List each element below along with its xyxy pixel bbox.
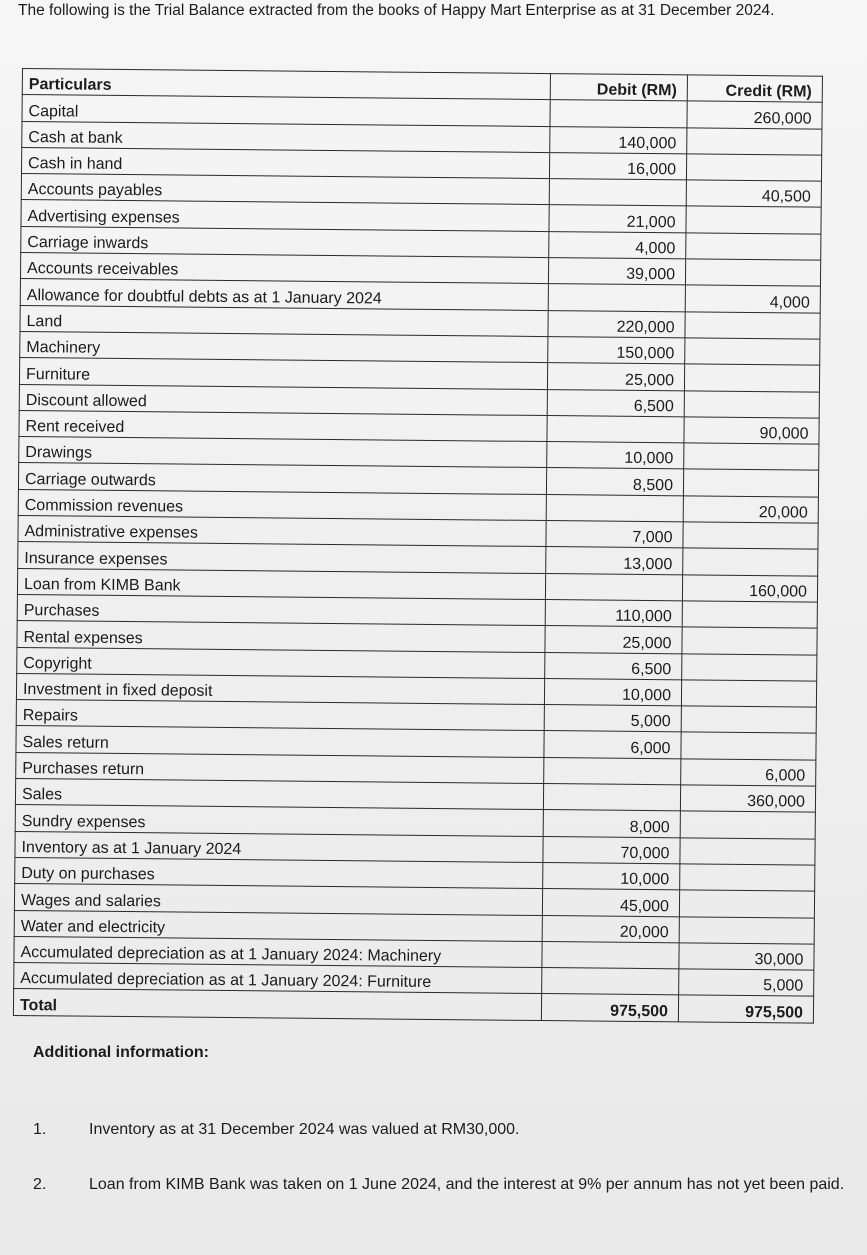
cell-debit: 39,000 bbox=[548, 258, 685, 286]
note-number: 2. bbox=[33, 1176, 47, 1193]
cell-particular: Advertising expenses bbox=[21, 200, 549, 231]
cell-debit bbox=[543, 784, 680, 812]
cell-particular: Duty on purchases bbox=[15, 857, 543, 888]
cell-debit bbox=[550, 100, 687, 128]
cell-credit bbox=[682, 601, 817, 629]
cell-debit: 10,000 bbox=[544, 678, 681, 706]
cell-debit: 150,000 bbox=[548, 337, 685, 365]
cell-debit: 13,000 bbox=[546, 547, 683, 575]
cell-debit bbox=[549, 179, 686, 207]
cell-credit bbox=[680, 811, 815, 839]
cell-particular: Rental expenses bbox=[17, 621, 545, 652]
cell-particular: Purchases bbox=[17, 594, 545, 625]
cell-debit: 20,000 bbox=[542, 915, 679, 943]
cell-debit: 220,000 bbox=[548, 310, 685, 338]
cell-debit: 21,000 bbox=[549, 205, 686, 233]
cell-credit bbox=[679, 916, 814, 944]
cell-particular: Discount allowed bbox=[19, 384, 547, 415]
cell-credit bbox=[684, 443, 819, 471]
note-number: 1. bbox=[33, 1121, 47, 1138]
intro-text: The following is the Trial Balance extracted from the books of Happy Mart Enterprise as at 31 December 2024. bbox=[18, 2, 775, 19]
cell-debit: 4,000 bbox=[549, 231, 686, 259]
cell-credit: 360,000 bbox=[680, 785, 815, 813]
cell-particular: Purchases return bbox=[16, 752, 544, 783]
cell-debit bbox=[548, 284, 685, 312]
cell-debit bbox=[542, 941, 679, 969]
cell-credit bbox=[679, 890, 814, 918]
cell-particular: Commission revenues bbox=[18, 489, 546, 520]
cell-debit: 7,000 bbox=[546, 521, 683, 549]
cell-debit: 6,000 bbox=[544, 731, 681, 759]
cell-particular: Cash in hand bbox=[21, 147, 549, 178]
cell-debit bbox=[542, 968, 679, 996]
cell-particular: Accumulated depreciation as at 1 January 2024: Machinery bbox=[14, 936, 542, 967]
cell-credit bbox=[680, 837, 815, 865]
cell-debit: 25,000 bbox=[545, 626, 682, 654]
trial-balance-table-wrapper bbox=[13, 68, 842, 1024]
cell-credit bbox=[683, 469, 818, 497]
cell-credit: 160,000 bbox=[682, 575, 817, 603]
cell-particular: Drawings bbox=[19, 437, 547, 468]
cell-credit: 5,000 bbox=[679, 969, 814, 997]
cell-particular: Accounts payables bbox=[21, 174, 549, 205]
cell-debit: 8,000 bbox=[543, 810, 680, 838]
cell-debit: 5,000 bbox=[544, 705, 681, 733]
cell-particular: Rent received bbox=[19, 410, 547, 441]
trial-balance-table bbox=[13, 68, 823, 1023]
cell-debit: 10,000 bbox=[543, 862, 680, 890]
cell-credit: 260,000 bbox=[687, 101, 822, 129]
header-particulars: Particulars bbox=[22, 69, 550, 100]
cell-particular: Copyright bbox=[17, 647, 545, 678]
cell-debit: 45,000 bbox=[542, 889, 679, 917]
total-credit: 975,500 bbox=[678, 995, 813, 1023]
cell-credit bbox=[686, 233, 821, 261]
cell-particular: Carriage inwards bbox=[21, 226, 549, 257]
cell-credit: 4,000 bbox=[685, 285, 820, 313]
note-text: Loan from KIMB Bank was taken on 1 June 2024, and the interest at 9% per annum has not yet been paid. bbox=[89, 1176, 845, 1193]
cell-credit bbox=[681, 680, 816, 708]
cell-credit: 40,500 bbox=[686, 180, 821, 208]
cell-credit bbox=[686, 154, 821, 182]
cell-credit bbox=[682, 627, 817, 655]
cell-particular: Accumulated depreciation as at 1 January 2024: Furniture bbox=[14, 963, 542, 994]
cell-credit: 20,000 bbox=[683, 496, 818, 524]
cell-particular: Cash at bank bbox=[22, 121, 550, 152]
cell-particular: Sales return bbox=[16, 726, 544, 757]
cell-particular: Furniture bbox=[19, 358, 547, 389]
cell-credit bbox=[680, 864, 815, 892]
cell-particular: Land bbox=[20, 305, 548, 336]
cell-credit: 90,000 bbox=[684, 417, 819, 445]
cell-particular: Insurance expenses bbox=[18, 542, 546, 573]
cell-particular: Carriage outwards bbox=[18, 463, 546, 494]
cell-credit bbox=[686, 206, 821, 234]
note-item bbox=[33, 1172, 867, 1228]
cell-debit: 8,500 bbox=[546, 468, 683, 496]
cell-credit bbox=[681, 706, 816, 734]
note-text: Inventory as at 31 December 2024 was valued at RM30,000. bbox=[89, 1121, 520, 1138]
cell-debit: 140,000 bbox=[550, 126, 687, 154]
note-item bbox=[33, 1117, 863, 1143]
cell-particular: Investment in fixed deposit bbox=[16, 673, 544, 704]
cell-particular: Water and electricity bbox=[14, 910, 542, 941]
additional-info-heading: Additional information: bbox=[33, 1044, 209, 1061]
cell-debit: 10,000 bbox=[547, 442, 684, 470]
cell-debit bbox=[547, 415, 684, 443]
cell-debit: 110,000 bbox=[545, 599, 682, 627]
cell-debit: 6,500 bbox=[547, 389, 684, 417]
cell-credit bbox=[684, 390, 819, 418]
total-label: Total bbox=[13, 989, 541, 1020]
cell-credit bbox=[685, 259, 820, 287]
cell-particular: Repairs bbox=[16, 700, 544, 731]
cell-credit bbox=[683, 522, 818, 550]
cell-credit bbox=[687, 127, 822, 155]
cell-debit bbox=[544, 757, 681, 785]
cell-particular: Loan from KIMB Bank bbox=[17, 568, 545, 599]
cell-particular: Accounts receivables bbox=[20, 253, 548, 284]
cell-particular: Administrative expenses bbox=[18, 516, 546, 547]
cell-credit bbox=[683, 548, 818, 576]
cell-credit: 6,000 bbox=[681, 759, 816, 787]
cell-credit bbox=[684, 364, 819, 392]
cell-credit bbox=[685, 338, 820, 366]
cell-debit: 6,500 bbox=[545, 652, 682, 680]
total-debit: 975,500 bbox=[541, 994, 678, 1022]
cell-particular: Sundry expenses bbox=[15, 805, 543, 836]
cell-debit: 25,000 bbox=[547, 363, 684, 391]
cell-particular: Capital bbox=[22, 95, 550, 126]
cell-credit bbox=[685, 312, 820, 340]
cell-particular: Allowance for doubtful debts as at 1 January 2024 bbox=[20, 279, 548, 310]
cell-particular: Sales bbox=[15, 778, 543, 809]
cell-particular: Inventory as at 1 January 2024 bbox=[15, 831, 543, 862]
cell-credit bbox=[681, 732, 816, 760]
header-credit: Credit (RM) bbox=[687, 75, 822, 103]
cell-debit: 16,000 bbox=[549, 152, 686, 180]
header-debit: Debit (RM) bbox=[550, 74, 687, 102]
cell-particular: Wages and salaries bbox=[14, 884, 542, 915]
cell-credit: 30,000 bbox=[679, 943, 814, 971]
cell-debit bbox=[546, 494, 683, 522]
cell-debit: 70,000 bbox=[543, 836, 680, 864]
cell-debit bbox=[545, 573, 682, 601]
cell-credit bbox=[682, 653, 817, 681]
cell-particular: Machinery bbox=[20, 331, 548, 362]
